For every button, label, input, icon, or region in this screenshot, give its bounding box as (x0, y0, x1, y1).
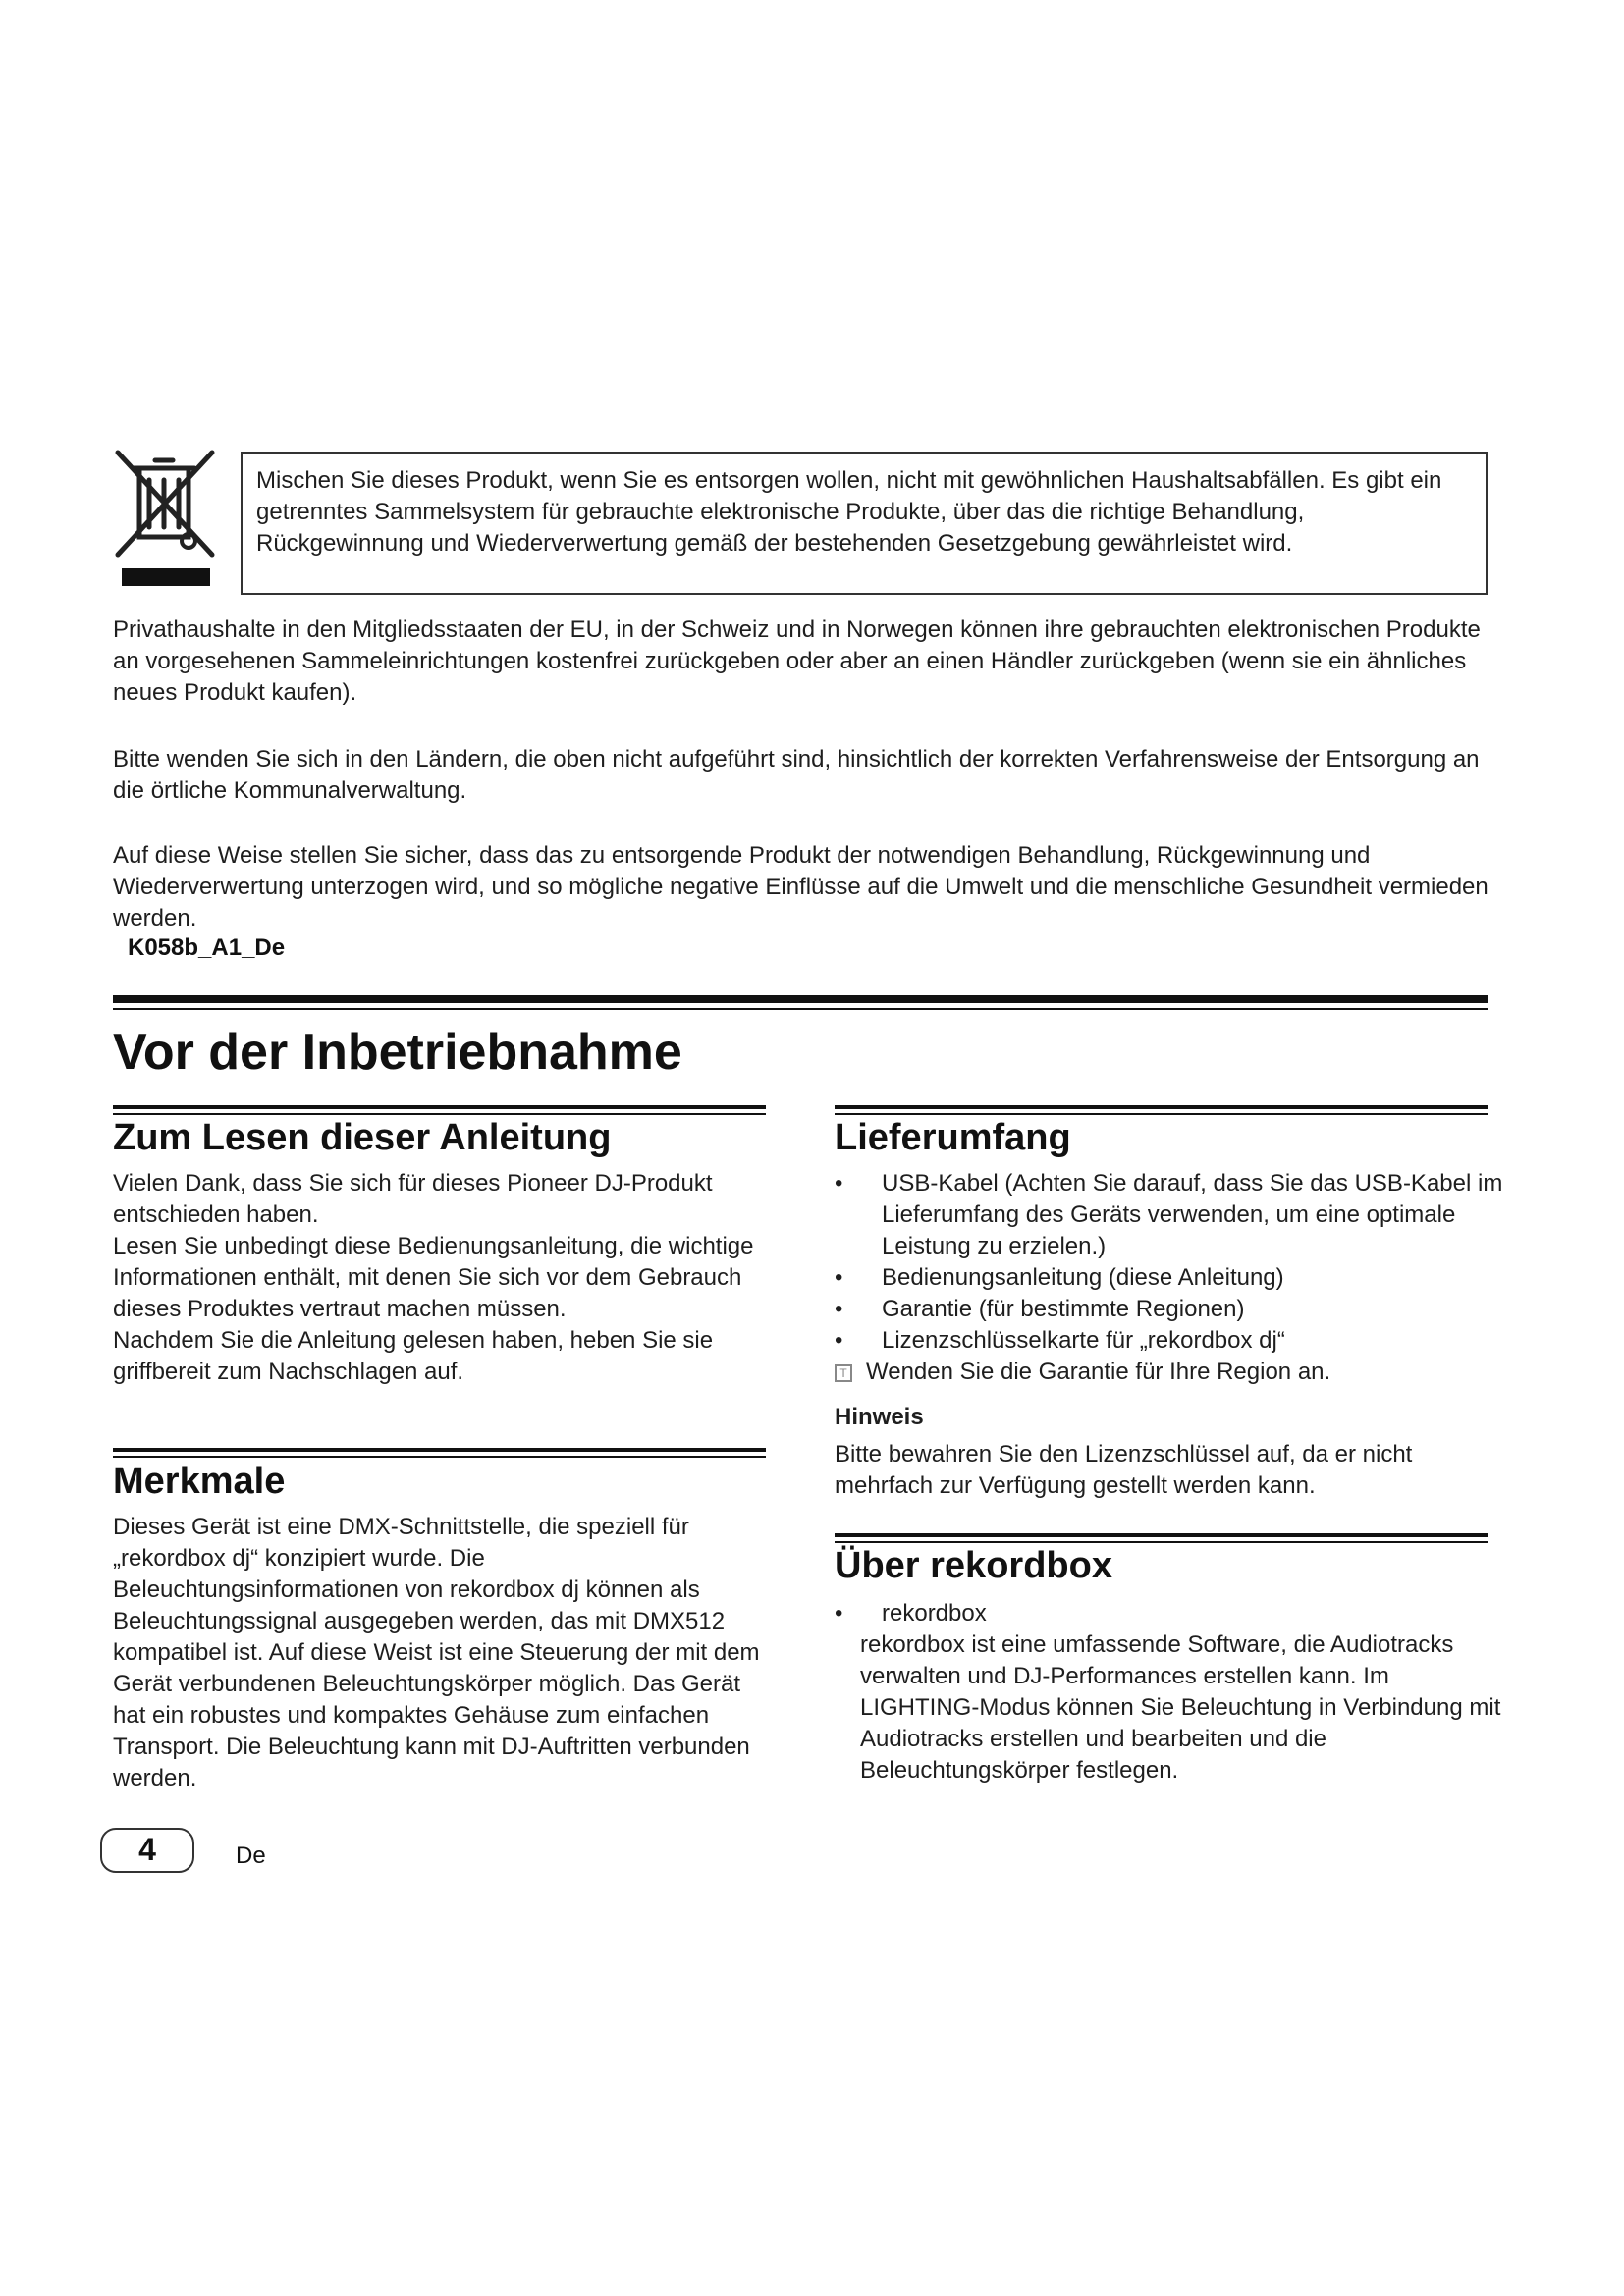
section-rule (113, 1105, 766, 1109)
note-mark-icon: T (835, 1364, 852, 1382)
note-text: Bitte bewahren Sie den Lizenzschlüssel auf, da er nicht mehrfach zur Verfügung gestellt werden kann. (835, 1441, 1413, 1499)
list-item: • USB-Kabel (Achten Sie darauf, dass Sie das USB-Kabel im Lieferumfang des Geräts verwenden, um eine optimale Leistung zu erzielen.) (835, 1168, 1512, 1262)
title-rule-thick (113, 995, 1488, 1003)
rekordbox-description: rekordbox ist eine umfassende Software, die Audiotracks verwalten und DJ-Performances erstellen kann. Im LIGHTING-Modus können Sie Beleuchtung in Verbindung mit Audiotracks erstellen und bearbeiten und die Beleuchtungskörper festlegen. (860, 1631, 1501, 1784)
weee-paragraph-other-countries: Bitte wenden Sie sich in den Ländern, die oben nicht aufgeführt sind, hinsichtlich der korrekten Verfahrensweise der Entsorgung an die örtliche Kommunalverwaltung. (113, 746, 1480, 804)
title-rule-thin (113, 1008, 1488, 1010)
document-code: K058b_A1_De (128, 934, 286, 961)
page-title: Vor der Inbetriebnahme (113, 1024, 682, 1081)
contents-list (835, 1168, 1512, 1357)
reading-paragraph-2: Lesen Sie unbedingt diese Bedienungsanleitung, die wichtige Informationen enthält, mit denen Sie sich vor dem Gebrauch dieses Produktes vertraut machen müssen. (113, 1233, 754, 1322)
list-item: • Garantie (für bestimmte Regionen) (835, 1294, 1512, 1325)
list-item: • Lizenzschlüsselkarte für „rekordbox dj“ (835, 1325, 1512, 1357)
reading-paragraph-1: Vielen Dank, dass Sie sich für dieses Pioneer DJ-Produkt entschieden haben. (113, 1170, 713, 1228)
section-rekordbox-body (835, 1598, 1502, 1787)
section-title-contents: Lieferumfang (835, 1117, 1071, 1158)
weee-paragraph-environment: Auf diese Weise stellen Sie sicher, dass das zu entsorgende Produkt der notwendigen Behandlung, Rückgewinnung und Wiederverwertung unterzogen wird, und so mögliche negative Einflüsse auf die Umwelt und die menschliche Gesundheit vermieden werden. (113, 842, 1489, 932)
section-title-reading: Zum Lesen dieser Anleitung (113, 1117, 612, 1158)
section-title-features: Merkmale (113, 1461, 286, 1502)
features-paragraph: Dieses Gerät ist eine DMX-Schnittstelle, die speziell für „rekordbox dj“ konzipiert wurde. Die Beleuchtungsinformationen von rekordbox dj können als Beleuchtungssignal ausgegeben werden, das mit DMX512 kompatibel ist. Auf diese Weist ist eine Steuerung der mit dem Gerät verbundenen Beleuchtungskörper möglich. Das Gerät hat ein robustes und kompaktes Gehäuse zum einfachen Transport. Die Beleuchtung kann mit DJ-Auftritten verbunden werden. (113, 1514, 760, 1791)
page-language: De (236, 1842, 266, 1869)
reading-paragraph-3: Nachdem Sie die Anleitung gelesen haben, heben Sie sie griffbereit zum Nachschlagen auf. (113, 1327, 714, 1385)
section-rule-thin (113, 1456, 766, 1458)
section-reading-body (113, 1168, 761, 1388)
section-rule (835, 1533, 1488, 1537)
section-title-rekordbox: Über rekordbox (835, 1545, 1112, 1586)
list-item: • rekordbox (835, 1598, 1502, 1629)
section-rule (113, 1448, 766, 1452)
list-item: • Bedienungsanleitung (diese Anleitung) (835, 1262, 1512, 1294)
contents-footnote-text: Wenden Sie die Garantie für Ihre Region an. (866, 1359, 1331, 1385)
section-contents-body (835, 1168, 1512, 1502)
section-rule (835, 1105, 1488, 1109)
contents-footnote (835, 1357, 1512, 1388)
note-heading: Hinweis (835, 1404, 924, 1430)
weee-notice-box: Mischen Sie dieses Produkt, wenn Sie es entsorgen wollen, nicht mit gewöhnlichen Haushaltsabfällen. Es gibt ein getrenntes Sammelsystem für gebrauchte elektronische Produkte, über das die richtige Behandlung, Rückgewinnung und Wiederverwertung gemäß der bestehenden Gesetzgebung gewährleistet wird. (241, 452, 1488, 595)
page-number: 4 (100, 1828, 194, 1873)
weee-paragraph-households: Privathaushalte in den Mitgliedsstaaten der EU, in der Schweiz und in Norwegen können ihre gebrauchten elektronischen Produkte an vorgesehenen Sammeleinrichtungen kostenfrei zurückgeben oder aber an einen Händler zurückgeben (wenn sie ein ähnliches neues Produkt kaufen). (113, 616, 1481, 706)
crossed-out-wheelie-bin-icon (110, 447, 220, 592)
rekordbox-list (835, 1598, 1502, 1629)
section-features-body (113, 1512, 769, 1794)
